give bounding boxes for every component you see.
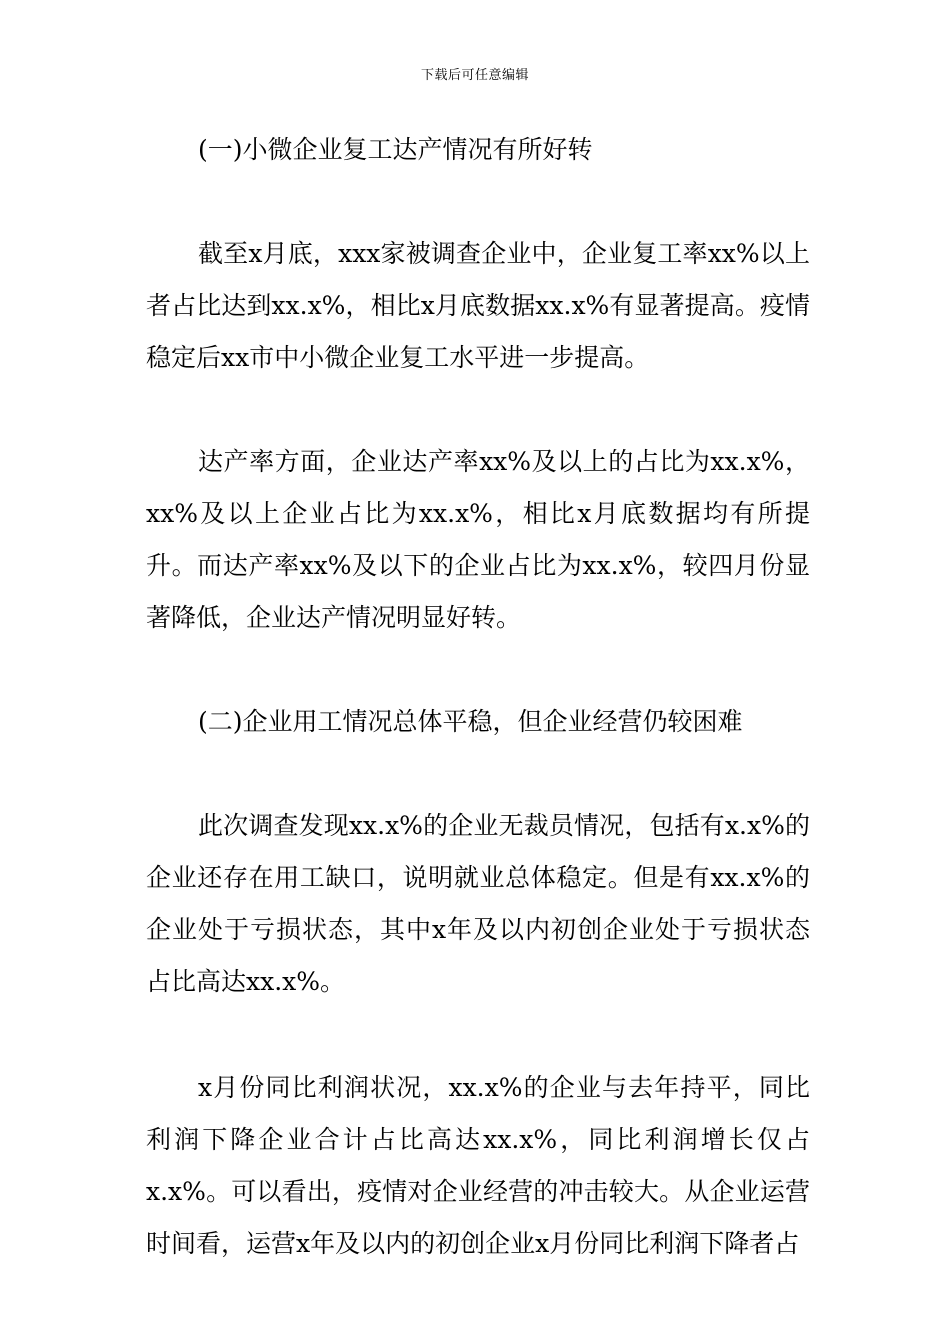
paragraph-4: x月份同比利润状况，xx.x%的企业与去年持平，同比利润下降企业合计占比高达xx.x%，同比利润增长仅占x.x%。可以看出，疫情对企业经营的冲击较大。从企业运营时间看，运营x年及以内的初创企业x月份同比利润下降者占 (146, 1073, 810, 1258)
section-heading-2: (二)企业用工情况总体平稳，但企业经营仍较困难 (198, 707, 743, 736)
section-heading-1: (一)小微企业复工达产情况有所好转 (198, 135, 593, 164)
header-note: 下载后可任意编辑 (420, 68, 529, 83)
spacer (146, 176, 810, 228)
spacer (146, 384, 810, 436)
document-body (146, 124, 810, 1270)
paragraph-3: 此次调查发现xx.x%的企业无裁员情况，包括有x.x%的企业还存在用工缺口，说明就业总体稳定。但是有xx.x%的企业处于亏损状态，其中x年及以内初创企业处于亏损状态占比高达xx.x%。 (146, 811, 810, 996)
paragraph-2: 达产率方面，企业达产率xx%及以上的占比为xx.x%，xx%及以上企业占比为xx.x%，相比x月底数据均有所提升。而达产率xx%及以下的企业占比为xx.x%，较四月份显著降低，企业达产情况明显好转。 (146, 447, 810, 632)
spacer (146, 1008, 810, 1062)
paragraph-1: 截至x月底，xxx家被调查企业中，企业复工率xx%以上者占比达到xx.x%，相比x月底数据xx.x%有显著提高。疫情稳定后xx市中小微企业复工水平进一步提高。 (146, 239, 810, 372)
spacer (146, 644, 810, 696)
spacer (146, 748, 810, 800)
